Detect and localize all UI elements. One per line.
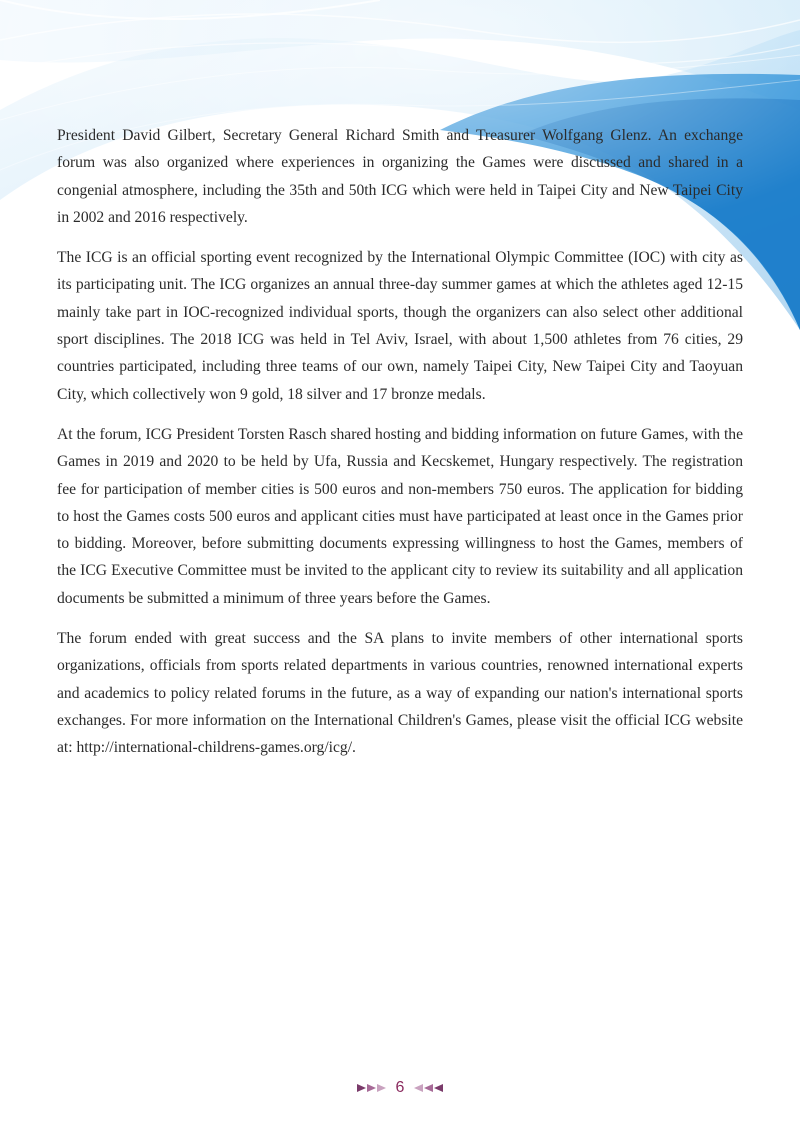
paragraph: The forum ended with great success and the SA plans to invite members of other international sports organizations, officials from sports related departments in various countries, renowned international experts and academics to policy related forums in the future, as a way of expanding our nation's international sports exchanges. For more information on the International Children's Games, please visit the official ICG website at: http://international-childrens-games.org/icg/. <box>57 630 743 757</box>
triangle-right-icon <box>357 1083 386 1093</box>
paragraph: The ICG is an official sporting event recognized by the International Olympic Committee (IOC) with city as its participating unit. The ICG organizes an annual three-day summer games at which the athletes aged 12-15 mainly take part in IOC-recognized individual sports, though the organizers can also select other additional sport disciplines. The 2018 ICG was held in Tel Aviv, Israel, with about 1,500 athletes from 76 cities, 29 countries participated, including three teams of our own, namely Taipei City, New Taipei City and Taoyuan City, which collectively won 9 gold, 18 silver and 17 bronze medals. <box>57 249 743 403</box>
page-number: 6 <box>395 1079 405 1096</box>
paragraph: At the forum, ICG President Torsten Rasch shared hosting and bidding information on future Games, with the Games in 2019 and 2020 to be held by Ufa, Russia and Kecskemet, Hungary respectively. The registration fee for participation of member cities is 500 euros and non-members 750 euros. The application for bidding to host the Games costs 500 euros and applicant cities must have participated at least once in the Games prior to bidding. Moreover, before submitting documents expressing willingness to host the Games, members of the ICG Executive Committee must be invited to the applicant city to review its suitability and all application documents be submitted a minimum of three years before the Games. <box>57 425 743 607</box>
triangle-left-icon <box>414 1083 443 1093</box>
article-body <box>57 122 743 775</box>
paragraph: President David Gilbert, Secretary General Richard Smith and Treasurer Wolfgang Glenz. An exchange forum was also organized where experiences in organizing the Games were discussed and shared in a congenial atmosphere, including the 35th and 50th ICG which were held in Taipei City and New Taipei City in 2002 and 2016 respectively. <box>57 127 743 226</box>
page-footer <box>0 1076 800 1100</box>
